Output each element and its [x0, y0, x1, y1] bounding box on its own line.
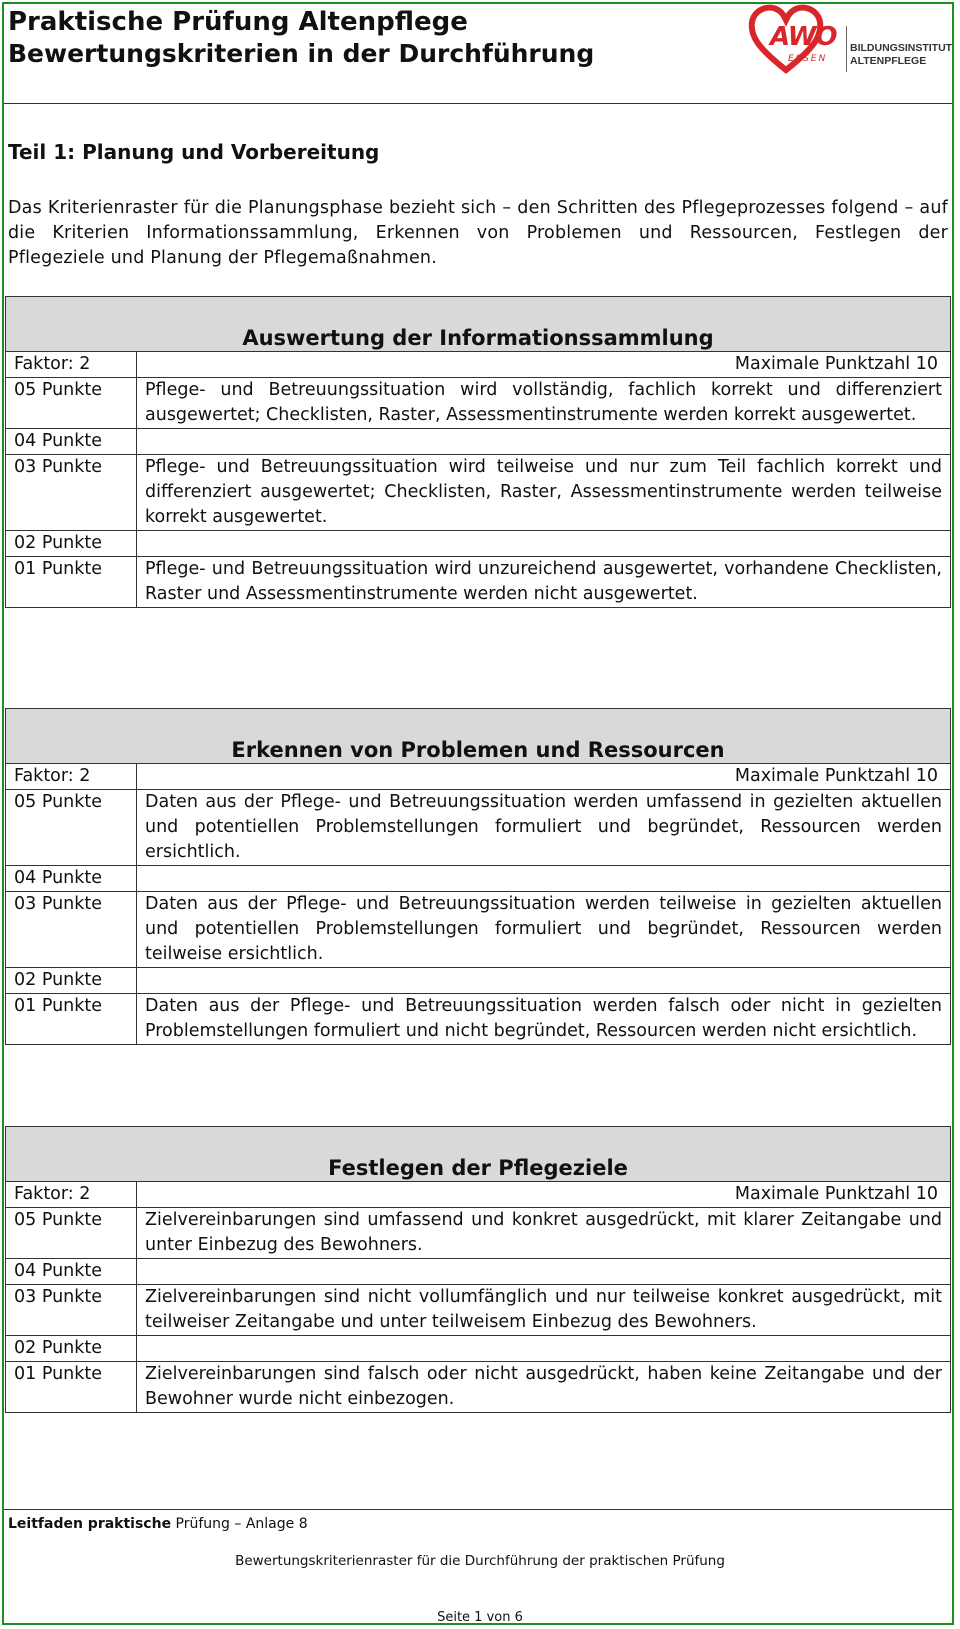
criteria-text: Daten aus der Pflege- und Betreuungssituation werden umfassend in gezielten aktuellen und potentiellen Problemstellungen formuliert und begründet, Ressourcen werden ersichtlich. — [137, 790, 951, 866]
criteria-text — [137, 1259, 951, 1285]
criteria-text: Pflege- und Betreuungssituation wird vollständig, fachlich korrekt und differenziert ausgewertet; Checklisten, Raster, Assessmentinstrumente werden korrekt ausgewertet. — [137, 378, 951, 429]
table-row — [6, 1362, 951, 1413]
criteria-text: Zielvereinbarungen sind umfassend und konkret ausgedrückt, mit klarer Zeitangabe und unter Einbezug des Bewohners. — [137, 1208, 951, 1259]
max-points: Maximale Punktzahl 10 — [137, 764, 951, 790]
criteria-text: Zielvereinbarungen sind falsch oder nicht ausgedrückt, haben keine Zeitangabe und der Bewohner wurde nicht einbezogen. — [137, 1362, 951, 1413]
criteria-table-goals — [5, 1126, 951, 1413]
page-number: Seite 1 von 6 — [437, 1610, 523, 1625]
criteria-text: Daten aus der Pflege- und Betreuungssituation werden falsch oder nicht in gezielten Problemstellungen formuliert und nicht begründet, Ressourcen werden nicht ersichtlich. — [137, 994, 951, 1045]
points-label: 05 Punkte — [6, 1208, 137, 1259]
table-heading: Festlegen der Pflegeziele — [6, 1127, 951, 1182]
logo-separator — [846, 26, 847, 72]
table-row — [6, 1285, 951, 1336]
points-label: 03 Punkte — [6, 455, 137, 531]
points-label: 02 Punkte — [6, 1336, 137, 1362]
max-points: Maximale Punktzahl 10 — [137, 1182, 951, 1208]
table-row — [6, 429, 951, 455]
criteria-text: Zielvereinbarungen sind nicht vollumfänglich und nur teilweise konkret ausgedrückt, mit teilweiser Zeitangabe und unter teilweisem Einbezug des Bewohners. — [137, 1285, 951, 1336]
table-row — [6, 455, 951, 531]
criteria-text: Pflege- und Betreuungssituation wird teilweise und nur zum Teil fachlich korrekt und differenziert ausgewertet; Checklisten, Raster, Assessmentinstrumente werden teilweise korrekt ausgewertet. — [137, 455, 951, 531]
page-title: Praktische Prüfung Altenpflege — [8, 7, 468, 37]
table-row — [6, 1336, 951, 1362]
points-label: 02 Punkte — [6, 531, 137, 557]
criteria-text — [137, 968, 951, 994]
factor-label: Faktor: 2 — [6, 1182, 137, 1208]
table-heading: Erkennen von Problemen und Ressourcen — [6, 709, 951, 764]
factor-label: Faktor: 2 — [6, 764, 137, 790]
criteria-text: Daten aus der Pflege- und Betreuungssituation werden teilweise in gezielten aktuellen und potentiellen Problemstellungen formuliert und begründet, Ressourcen werden teilweise ersichtlich. — [137, 892, 951, 968]
table-heading: Auswertung der Informationssammlung — [6, 297, 951, 352]
document-header — [8, 6, 594, 70]
points-label: 04 Punkte — [6, 866, 137, 892]
criteria-text — [137, 1336, 951, 1362]
logo-city: ESSEN — [788, 54, 828, 64]
footer-reference-bold: Leitfaden praktische — [8, 1516, 172, 1532]
points-label: 04 Punkte — [6, 1259, 137, 1285]
criteria-text: Pflege- und Betreuungssituation wird unzureichend ausgewertet, vorhandene Checklisten, Raster und Assessmentinstrumente werden nicht ausgewertet. — [137, 557, 951, 608]
table-row — [6, 531, 951, 557]
awo-logo — [748, 4, 958, 74]
footer-divider — [4, 1509, 952, 1510]
table-row — [6, 994, 951, 1045]
table-row — [6, 557, 951, 608]
points-label: 01 Punkte — [6, 994, 137, 1045]
criteria-text — [137, 531, 951, 557]
points-label: 01 Punkte — [6, 1362, 137, 1413]
points-label: 01 Punkte — [6, 557, 137, 608]
points-label: 05 Punkte — [6, 378, 137, 429]
logo-institute — [850, 42, 952, 68]
page-subtitle: Bewertungskriterien in der Durchführung — [8, 39, 595, 68]
logo-institute-line2: ALTENPFLEGE — [850, 55, 927, 67]
header-divider — [4, 103, 952, 104]
section-title: Teil 1: Planung und Vorbereitung — [8, 140, 380, 164]
table-row — [6, 892, 951, 968]
points-label: 03 Punkte — [6, 892, 137, 968]
max-points: Maximale Punktzahl 10 — [137, 352, 951, 378]
table-row — [6, 378, 951, 429]
table-row — [6, 968, 951, 994]
table-row — [6, 1259, 951, 1285]
criteria-table-problems — [5, 708, 951, 1045]
table-row — [6, 866, 951, 892]
points-label: 02 Punkte — [6, 968, 137, 994]
footer-caption: Bewertungskriterienraster für die Durchführung der praktischen Prüfung — [235, 1553, 725, 1569]
criteria-text — [137, 866, 951, 892]
table-row — [6, 1208, 951, 1259]
table-row — [6, 790, 951, 866]
logo-institute-line1: BILDUNGSINSTITUT — [850, 42, 953, 54]
footer-reference-rest: Prüfung – Anlage 8 — [175, 1516, 308, 1532]
points-label: 04 Punkte — [6, 429, 137, 455]
points-label: 05 Punkte — [6, 790, 137, 866]
factor-label: Faktor: 2 — [6, 352, 137, 378]
criteria-text — [137, 429, 951, 455]
section-intro: Das Kriterienraster für die Planungsphase bezieht sich – den Schritten des Pflegeprozesses folgend – auf die Kriterien Informationssammlung, Erkennen von Problemen und Ressourcen, Festlegen der Pflegeziele und Planung der Pflegemaßnahmen. — [8, 198, 948, 268]
logo-brand: AWO — [770, 22, 837, 52]
points-label: 03 Punkte — [6, 1285, 137, 1336]
criteria-table-information — [5, 296, 951, 608]
footer-reference — [8, 1516, 308, 1532]
